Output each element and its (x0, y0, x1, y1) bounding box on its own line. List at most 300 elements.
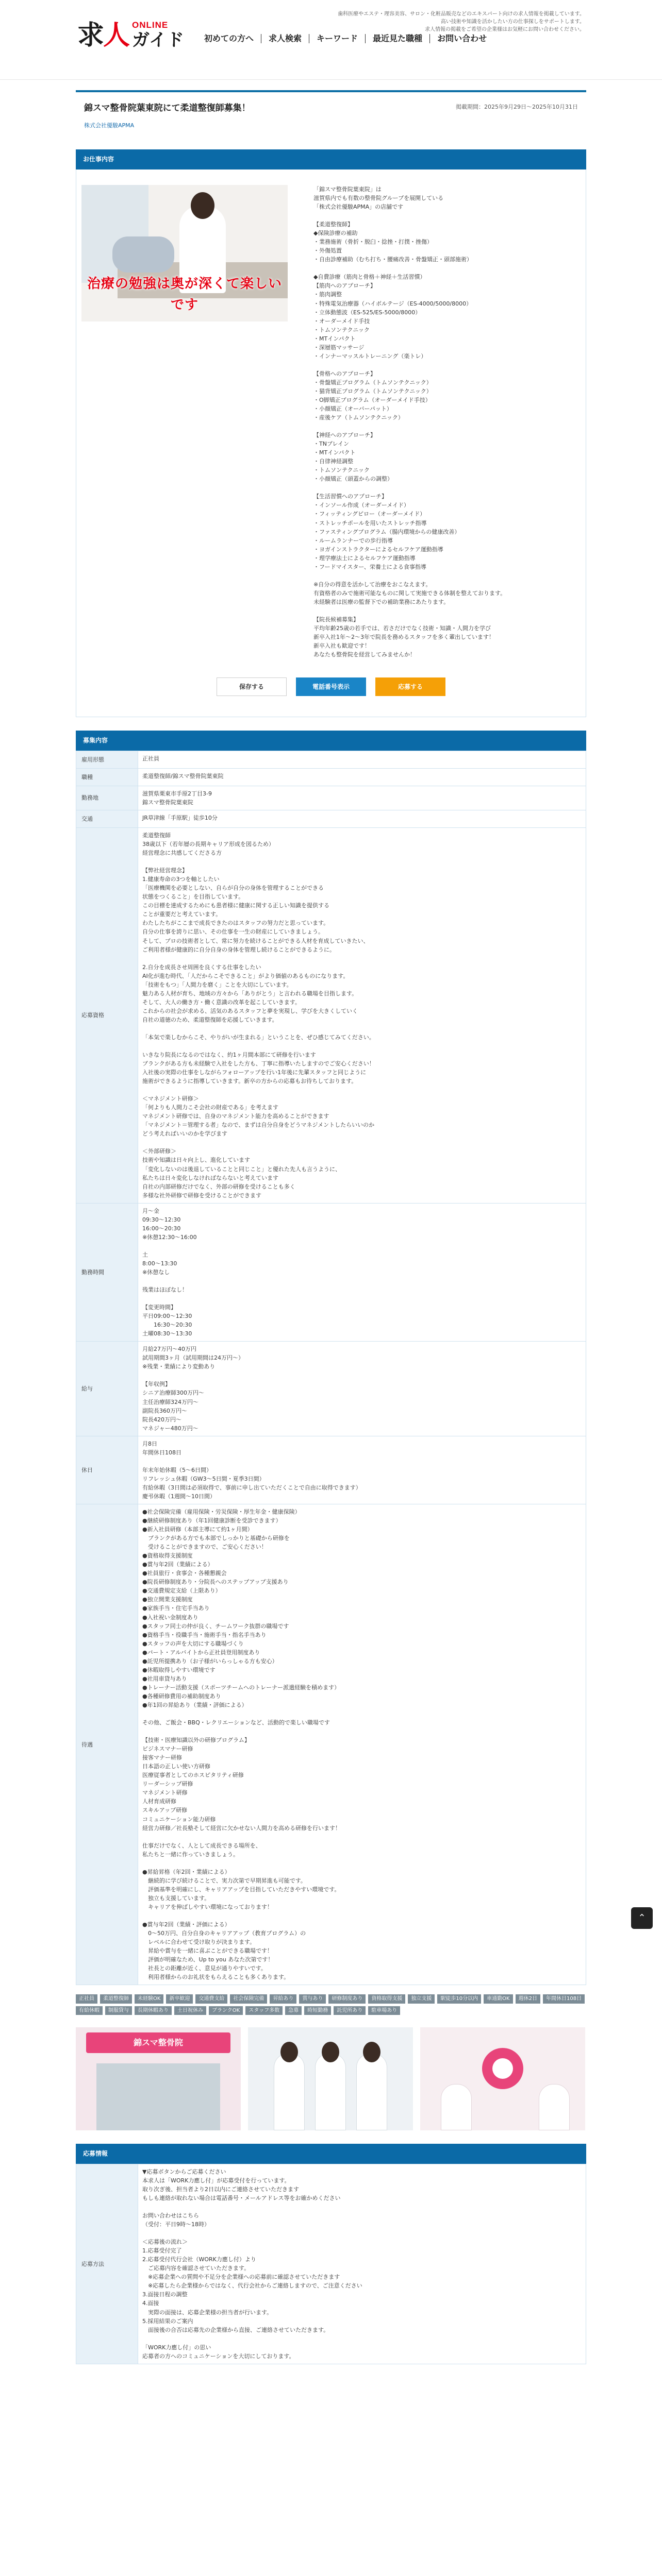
requirement-row (76, 828, 586, 1204)
text-line: 3.面接日程の調整 (142, 2291, 188, 2298)
photo-therapist-head (191, 192, 214, 219)
row-label: 勤務時間 (76, 1203, 138, 1342)
text-line: 施術ができるように指導していきます。新卒の方からの応募もお待ちしております。 (142, 1078, 357, 1085)
text-line: ●家族手当・住宅手当あり (142, 1605, 210, 1612)
text-line: 【院長候補募集】 (313, 616, 359, 623)
text-line (313, 211, 506, 220)
text-line: 実際の面接は、応募企業様の担当者が行います。 (142, 2309, 273, 2316)
job-tag[interactable]: スタッフ多数 (245, 2006, 283, 2015)
text-line: 状態をつくること」を目指しています。 (142, 893, 244, 901)
text-line (142, 1371, 582, 1380)
row-value (138, 768, 586, 786)
text-line: ※応募したら企業様からではなく、代行会社からご連絡しますので、ご注意ください (142, 2282, 362, 2290)
store-entrance (96, 2063, 220, 2130)
text-line: 16:30〜20:30 (142, 1321, 192, 1329)
text-line (142, 1086, 582, 1094)
staff-head (322, 2042, 339, 2062)
header-tagline (238, 10, 585, 33)
requirement-row (76, 1342, 586, 1436)
row-label: 交通 (76, 810, 138, 827)
text-line: ・MTインパクト (313, 449, 356, 456)
text-line: どう考えればいいのかを学びます (142, 1130, 227, 1138)
text-line: 土 (142, 1251, 148, 1258)
text-line: 月〜金 (142, 1207, 159, 1214)
text-line: ブランクがある方でも本部でしっかりと基礎から研修を (142, 1535, 290, 1542)
job-tag[interactable]: 駐車場あり (368, 2006, 400, 2015)
text-line: 私たちは日々変化しなければならないと考えています (142, 1174, 278, 1181)
text-line: ・立体動態波（ES-525/ES-5000/8000） (313, 309, 421, 316)
text-line: スキルアップ研修 (142, 1807, 188, 1814)
text-line: 年末年始休暇（5〜6日間） (142, 1466, 212, 1473)
nav-contact[interactable]: お問い合わせ (429, 34, 494, 43)
text-line (142, 1833, 582, 1841)
job-tag[interactable]: 時短勤務 (304, 2006, 331, 2015)
row-value (138, 828, 586, 1204)
text-line: ・自律神経調整 (313, 458, 353, 465)
row-label: 休日 (76, 1436, 138, 1504)
row-value (138, 751, 586, 768)
gallery-photo-staff (248, 2027, 413, 2130)
text-line (313, 606, 506, 615)
text-line: ・特殊電気治療器（ハイボルテージ（ES-4000/5000/8000） (313, 300, 472, 307)
text-line: シニア治療師300万円〜 (142, 1389, 204, 1397)
save-button[interactable]: 保存する (217, 677, 287, 696)
text-line: 2.応募受付代行会社（WORK力應し付）より (142, 2256, 256, 2263)
text-line: 人材育成研修 (142, 1798, 176, 1805)
text-line: ・ヨガインストラクターによるセルフケア運動指導 (313, 546, 443, 553)
text-line: そして、大人の働き方・働く意識の改革を起こしていきます。 (142, 998, 301, 1006)
logo-kyujin-char-2: 人 (103, 20, 129, 51)
text-line: 平均年齢25歳の若手では、若さだけでなく技術・知識・人間力を学び (313, 625, 491, 632)
text-line (142, 1277, 582, 1285)
logo-kyujin (77, 22, 129, 49)
text-line: ・産後ケア（トムソンテクニック） (313, 414, 404, 421)
text-line: わたしたちがここまで成長できたのはスタッフの努力だと思っています。 (142, 920, 329, 927)
text-line: ・筋肉調整 (313, 291, 342, 298)
text-line: ●スタッフ同士の仲が良く、チームワーク抜群の職場です (142, 1622, 289, 1630)
text-line: 【神経へのアプローチ】 (313, 432, 376, 439)
logo-guide: ガイド (132, 30, 185, 50)
staff-figure (274, 2053, 305, 2130)
text-line: 接客マナー研修 (142, 1754, 182, 1761)
tagline-line: 高い技術や知識を活かしたい方の仕事探しをサポートします。 (440, 19, 585, 25)
text-line (313, 422, 506, 431)
text-line: 09:30〜12:30 (142, 1216, 181, 1223)
text-line (142, 1727, 582, 1736)
text-line: 【生活習慣へのアプローチ】 (313, 493, 387, 500)
row-label: 待遇 (76, 1504, 138, 1985)
requirements-section (76, 731, 586, 1985)
text-line: 錦スマ整骨院葉東院 (142, 799, 193, 806)
row-value (138, 1342, 586, 1436)
text-line (142, 2229, 582, 2238)
feature-block (76, 170, 586, 664)
text-line: ※応募企業への質問や不足分を企業様への応募前に確認させていただきます (142, 2274, 340, 2281)
text-line: 昇給や賞与を一緒に喜ぶことができる職場です！ (142, 1947, 273, 1955)
text-line: 面接後の合否は応募先の企業様から直接、ご連絡させていただきます。 (142, 2326, 329, 2333)
text-line: 年間休日108日 (142, 1449, 181, 1456)
text-line: 1.応募受付完了 (142, 2247, 182, 2255)
text-line: 有給休暇（3日間は必須取得で、事前に申し出ていただくことで自由に取得できます） (142, 1484, 361, 1491)
text-line: ●パート・アルバイトから正社員登用制度あり (142, 1649, 260, 1656)
text-line: 4.面接 (142, 2300, 159, 2307)
text-line (142, 1709, 582, 1718)
photo-gallery (76, 2027, 586, 2130)
tag-list (76, 1994, 586, 2015)
text-line: ●スタッフの声を大切にする職場づくり (142, 1640, 244, 1647)
text-line (313, 264, 506, 273)
text-line: 受けることができますので、ご安心ください！ (142, 1544, 267, 1551)
site-logo[interactable] (77, 21, 184, 49)
text-line: 【変更時間】 (142, 1304, 176, 1311)
text-line (142, 2334, 582, 2343)
section-heading: 募集内容 (76, 731, 586, 751)
text-line: ●社会保険完備（雇用保険・労災保険・厚生年金・健康保険） (142, 1508, 301, 1515)
text-line: ●昇給昇格（年2回・業績による） (142, 1868, 230, 1875)
job-tag[interactable]: 未経験OK (135, 1994, 163, 2004)
text-line: あなたも整骨院を経営してみませんか！ (313, 651, 416, 658)
store-sign: 錦スマ整骨院 (86, 2032, 230, 2053)
text-line: 経営力研修／社長塾そして経営に欠かせない人間力を高める研修を行います！ (142, 1824, 341, 1832)
nav-job-search[interactable]: 求人検索 (261, 34, 309, 43)
text-line: 柔道整復師/錦スマ整骨院葉東院 (142, 772, 224, 779)
row-label: 雇用形態 (76, 751, 138, 768)
text-line: 「技術をもつ」「人間力を磨く」ことを大切にしています。 (142, 981, 292, 988)
text-line: 本求人は「WORK力應し付」が応募受付を行っています。 (142, 2177, 290, 2184)
job-tag[interactable]: 有給休暇 (76, 2006, 103, 2015)
apply-button[interactable]: 応募する (375, 677, 445, 696)
text-line: 副院長360万円〜 (142, 1407, 187, 1414)
text-line: 滋賀県内でも有数の整骨院グループを展開している (313, 195, 444, 202)
job-description-section (76, 149, 586, 717)
text-line: リーダーシップ研修 (142, 1781, 193, 1788)
text-line: 「変化しないのは後退していることと同じこと」と優れた先人も言うように、 (142, 1165, 341, 1173)
text-line: これからの社会が求める、活気のあるスタッフと夢を実現し、学びを大きくしていく (142, 1007, 358, 1014)
text-line: 応募者の方へのコミュニケーションを大切にしております。 (142, 2352, 295, 2360)
text-line: この目標を達成するためにも患者様に健康に関する正しい知識を提供する (142, 902, 329, 909)
staff-head (280, 2042, 298, 2062)
text-line: 「WORK力應し付」の思い (142, 2344, 211, 2351)
text-line: 医療従事者としてのホスピタリティ研修 (142, 1772, 244, 1779)
text-line: ・小顔矯正（頭蓋からの調整） (313, 476, 393, 483)
text-line: ◆保険診療の補助 (313, 230, 358, 237)
text-line: 多様な社外研修で研修を受けることができます (142, 1192, 261, 1199)
job-tag[interactable]: 研修制度あり (328, 1994, 366, 2004)
text-line: 5.採用結果のご案内 (142, 2317, 193, 2325)
text-line: マネジャー480万円〜 (142, 1425, 198, 1432)
text-line (142, 1859, 582, 1868)
text-line: ・小顔矯正（オーバーパット） (313, 405, 392, 413)
text-line: 38歳以下（若年層の長期キャリア形成を図るため） (142, 841, 274, 848)
text-line: 月給27万円〜40万円 (142, 1346, 196, 1353)
text-line: 主任治療師324万円〜 (142, 1398, 198, 1405)
job-tag[interactable]: 柔道整復師 (100, 1994, 132, 2004)
requirement-row (76, 1504, 586, 1985)
text-line (142, 1457, 582, 1466)
logo-kyujin-char-1: 求 (77, 20, 104, 51)
listing-period: 掲載期間：2025年9月29日〜2025年10月31日 (456, 104, 578, 110)
text-line (313, 361, 506, 369)
photo-caption: 治療の勉強は奥が深くて楽しいです (87, 276, 282, 313)
text-line: ●トレーナー活動支援（スポーツチームへのトレーナー派遣経験を積めます） (142, 1684, 340, 1691)
logo-online: ONLINE (132, 20, 169, 30)
job-tag[interactable]: 駅徒歩10分以内 (437, 1994, 481, 2004)
text-line: そして、プロの技術者として、常に努力を続けることができる人材を育成していきたい、 (142, 937, 369, 944)
text-line: 私たちと一緒に作っていきましょう。 (142, 1851, 239, 1858)
row-value (138, 2164, 586, 2364)
text-line: 仕事だけでなく、人として成長できる場所を、 (142, 1842, 261, 1849)
text-line: ●資格手当・役職手当・施術手当・指名手当あり (142, 1631, 267, 1638)
text-line: 利用者様からのお礼状をもらえることも多くあります。 (142, 1974, 290, 1981)
text-line: コミュニケーション能力研修 (142, 1816, 216, 1823)
job-tag[interactable]: 社会保険完備 (230, 1994, 267, 2004)
text-line: 未経験者は医療の監督下での補助業務にあたります。 (313, 598, 450, 605)
company-link[interactable]: 株式会社優駿APMA (84, 122, 135, 129)
text-line: JR草津線「手原駅」徒歩10分 (142, 814, 218, 821)
text-line: 「錦スマ整骨院葉東院」は (313, 185, 382, 193)
text-line: ●社用車貸与あり (142, 1675, 187, 1682)
row-value (138, 810, 586, 827)
text-line: その他、ご飯会・BBQ・レクリエーションなど、活動的で楽しい職場です (142, 1719, 330, 1726)
text-line: ●休暇取得しやすい環境です (142, 1666, 216, 1673)
staff-figure (441, 2084, 472, 2130)
text-line: ＜外部研修＞ (142, 1148, 176, 1155)
text-line: 平日09:00〜12:30 (142, 1313, 192, 1320)
text-line (142, 1294, 582, 1303)
job-tag[interactable]: 長期休暇あり (135, 2006, 172, 2015)
job-tag[interactable]: 昇給あり (270, 1994, 296, 2004)
text-line: ・ルームランナーでの歩行指導 (313, 537, 393, 544)
text-line: ・フィッティングピロー（オーダーメイド） (313, 511, 426, 518)
text-line: 自分の仕事を誇りに思い、その仕事を一生の財産にしていきましょう。 (142, 928, 324, 936)
text-line (142, 954, 582, 963)
text-line (142, 857, 582, 866)
job-tag[interactable]: 急募 (285, 2006, 302, 2015)
text-line: ・深層筋マッサージ (313, 344, 365, 351)
text-line: ＜応募後の流れ＞ (142, 2239, 188, 2246)
job-tag[interactable]: 制服貸与 (105, 2006, 132, 2015)
text-line: レベルに合わせて受け取りが決まります。 (142, 1939, 256, 1946)
job-header (76, 90, 586, 136)
text-line: 16:00〜20:30 (142, 1225, 181, 1232)
text-line: ※休憩なし (142, 1268, 170, 1276)
text-line: 自社の道徳のため、柔道整復師を応援していきます。 (142, 1016, 278, 1023)
logo-side (132, 21, 184, 49)
text-line: ・業務施術（骨折・脱臼・捻挫・打撲・挫傷） (313, 239, 433, 246)
text-line: マネジメント研修では、自身のマネジメント能力を高めることができます (142, 1113, 329, 1120)
text-line (313, 571, 506, 580)
text-line: 【年収例】 (142, 1381, 171, 1388)
text-line: ・猫背矯正プログラム（トムソンテクニック） (313, 387, 432, 395)
text-line: お問い合わせはこちら (142, 2212, 199, 2219)
nav-recently-viewed[interactable]: 最近見た職種 (365, 34, 429, 43)
text-line: 新卒入社1年〜2〜3年で院長を務めるスタッフを多く輩出しています！ (313, 634, 494, 641)
text-line: ●賞与年2回（業績による） (142, 1561, 213, 1568)
row-label: 応募方法 (76, 2164, 138, 2364)
text-line: 「本気で楽しむからこそ、やりがいが生まれる」ということを、ぜひ感じてみてください。 (142, 1033, 375, 1041)
text-line (142, 1138, 582, 1147)
text-line: ●新入社員研修（本部主導にて約1ヶ月間） (142, 1526, 253, 1533)
text-line: 柔道整復師 (142, 832, 171, 839)
apply-info-section (76, 2144, 586, 2364)
job-title: 錦スマ整骨院葉東院にて柔道整復師募集！ (84, 103, 251, 113)
row-label: 応募資格 (76, 828, 138, 1204)
text-line: ●継続研修制度あり（年1回健康診断を受診できます） (142, 1517, 282, 1524)
show-phone-button[interactable]: 電話番号表示 (296, 677, 366, 696)
job-tag[interactable]: 車通勤OK (484, 1994, 512, 2004)
staff-head (363, 2042, 380, 2062)
text-line: 経営理念に共感してくださる方 (142, 850, 222, 857)
text-line: 【柔道整復師】 (313, 221, 353, 228)
requirement-row (76, 751, 586, 768)
text-line: ・外傷処置 (313, 247, 342, 255)
text-line (142, 1242, 582, 1250)
text-line: 有資格者のみで施術可能なものに関して実施できる体制を整えております。 (313, 589, 506, 597)
text-line: ・トムソンテクニック (313, 326, 370, 333)
requirement-row (76, 1203, 586, 1342)
job-tag[interactable]: 交通費支給 (195, 1994, 227, 2004)
text-line: ・インナーマッスルトレーニング（楽トレ） (313, 352, 427, 360)
text-line: 慶弔休暇（1週間〜10日間） (142, 1493, 216, 1500)
text-line: （受付：平日9時〜18時） (142, 2221, 210, 2228)
site-header (0, 0, 662, 80)
job-tag[interactable]: 資格取得支援 (368, 1994, 405, 2004)
job-tag[interactable]: 正社員 (76, 1994, 97, 2004)
text-line: ・フードマイスター、栄養士による食事指導 (313, 563, 426, 570)
text-line: ●託児所提携あり（お子様がいらっしゃる方も安心） (142, 1657, 278, 1665)
text-line: 残業はほぼなし！ (142, 1286, 188, 1294)
text-line: 8:00〜13:30 (142, 1260, 177, 1267)
clinic-logo-inner (492, 2058, 513, 2079)
requirement-row (76, 1436, 586, 1504)
job-tag[interactable]: 賞与あり (299, 1994, 326, 2004)
text-line: 評価が明確なため、Up to you あなた次第です！ (142, 1956, 274, 1963)
text-line: ▼応募ボタンからご応募ください (142, 2168, 226, 2175)
text-line (142, 1042, 582, 1050)
text-line: マネジメント研修 (142, 1789, 188, 1797)
text-line: ※休憩12:30〜16:00 (142, 1233, 197, 1241)
text-line (142, 1911, 582, 1920)
feature-description (288, 185, 506, 659)
text-line: ※残業・業績により変動あり (142, 1363, 216, 1370)
text-line: 正社員 (142, 755, 159, 762)
requirements-table (76, 751, 586, 1985)
main-content (76, 90, 586, 2364)
text-line (142, 1024, 582, 1033)
text-line (313, 483, 506, 492)
text-line: 2.自分を成長させ周囲を良くする仕事をしたい (142, 963, 261, 971)
job-tag[interactable]: 託児所あり (334, 2006, 366, 2015)
job-tag[interactable]: 年間休日108日 (543, 1994, 585, 2004)
text-line: 試用期間3ヶ月（試用期間は24万円〜） (142, 1354, 244, 1362)
row-value (138, 1436, 586, 1504)
requirement-row (76, 768, 586, 786)
text-line: ●年1回の昇給あり（業績・評価による） (142, 1702, 247, 1708)
text-line (142, 2202, 582, 2211)
text-line: 院長420万円〜 (142, 1416, 181, 1423)
text-line: ・ファスティングプログラム（腸内環境からの健康改善） (313, 528, 460, 535)
text-line: ◆自費診療（筋肉と骨格＋神経＋生活習慣） (313, 274, 426, 281)
text-line: ご応募内容を確認させていただきます。 (142, 2265, 250, 2272)
apply-method-row (76, 2164, 586, 2364)
text-line: ビジネスマナー研修 (142, 1745, 193, 1753)
text-line: 社長との距離が近く、意見が通りやすいです。 (142, 1965, 267, 1972)
text-line: ●資格取得支援制度 (142, 1552, 193, 1560)
text-line: ●入社祝い金制度あり (142, 1614, 198, 1621)
text-line: 継続的に学び続けることで、実力次第で早期昇進も可能です。 (142, 1877, 306, 1884)
chevron-up-icon: ⌃ (638, 1912, 646, 1924)
text-line: 【骨格へのアプローチ】 (313, 370, 376, 377)
section-heading: お仕事内容 (76, 149, 586, 170)
job-tag[interactable]: 土日祝休み (174, 2006, 206, 2015)
text-line: いきなり院長になるのではなく、約1ヶ月間本部にて研修を行います (142, 1052, 316, 1058)
text-line: ●賞与年2回（業績・評価による） (142, 1921, 230, 1928)
text-line: 新卒入社も歓迎です！ (313, 642, 370, 650)
requirement-row (76, 810, 586, 827)
row-label: 勤務地 (76, 786, 138, 810)
text-line: 【技術・医療知識以外の研修プログラム】 (142, 1737, 250, 1744)
text-line: ＜マネジメント研修＞ (142, 1095, 199, 1103)
job-tag[interactable]: ブランクOK (209, 2006, 243, 2015)
text-line: キャリアを伸ばしやすい環境になっております！ (142, 1903, 273, 1910)
photo-patient (112, 236, 174, 273)
text-line: 土曜08:30〜13:30 (142, 1330, 192, 1337)
text-line: 滋賀県栗東市手原2丁目3-9 (142, 790, 212, 797)
row-value (138, 1203, 586, 1342)
job-description-body (76, 170, 586, 717)
gallery-photo-reception (420, 2027, 585, 2130)
row-value (138, 1504, 586, 1985)
nav-first-time[interactable]: 初めての方へ (204, 33, 254, 43)
text-line: ・理学療法士によるセルフケア運動指導 (313, 554, 416, 562)
scroll-to-top-button[interactable] (631, 1907, 653, 1929)
job-tag[interactable]: 独立支援 (408, 1994, 435, 2004)
text-line: 1.健康寿命の3つを軸としたい (142, 876, 220, 883)
row-label: 給与 (76, 1342, 138, 1436)
tagline-line: 歯科医療やエステ・理容美容、サロン・化粧品販売などのエキスパート向けの求人情報を掲載しています。 (338, 11, 585, 17)
text-line: ・トムソンテクニック (313, 467, 370, 474)
text-line: リフレッシュ休暇（GW3〜5日間・夏季3日間） (142, 1475, 265, 1482)
text-line: 入社後の実際の仕事をしながらフォローアップを行い1年後に先輩スタッフと同じように (142, 1069, 367, 1076)
text-line: 「医療機関を必要としない、自らが自分の身体を管理することができる (142, 885, 324, 892)
text-line: 日本語の正しい使い方研修 (142, 1763, 210, 1770)
job-tag[interactable]: 週休2日 (516, 1994, 540, 2004)
action-bar (76, 664, 586, 717)
text-line: 技術や知識は日々向上し、進化しています (142, 1157, 250, 1164)
requirement-row (76, 786, 586, 810)
text-line: ・オーダーメイド手技 (313, 317, 370, 325)
row-label: 職種 (76, 768, 138, 786)
text-line: AI化が進む時代、「人だからこそできること」がより価値のあるものになります。 (142, 972, 349, 979)
text-line: ●交通費規定支給（上限あり） (142, 1587, 221, 1595)
nav-keyword[interactable]: キーワード (309, 34, 365, 43)
text-line: もしも連絡が取れない場合は電話番号・メールアドレス等をお確かめください (142, 2195, 341, 2201)
text-line: ・ストレッチポールを用いたストレッチ指導 (313, 519, 427, 527)
text-line: ※自分の得意を活かして治療をおこなえます。 (313, 581, 432, 588)
job-tag[interactable]: 新卒歓迎 (166, 1994, 193, 2004)
text-line: 独立も支援しています。 (142, 1894, 210, 1902)
text-line: ことが重要だと考えています。 (142, 911, 222, 918)
text-line: 魅力ある人材が育ち、地域の方々から「ありがとう」と言われる職場を目指します。 (142, 990, 358, 997)
tagline-line: 求人情報の掲載をご希望の企業様はお気軽にお問い合わせください。 (425, 27, 585, 32)
apply-info-table (76, 2164, 586, 2364)
feature-photo (81, 185, 288, 321)
text-line: 0〜50万円、自分自身のキャリアアップ（教育プログラム）の (142, 1929, 306, 1937)
text-line: ・TNブレイン (313, 440, 349, 448)
staff-figure (539, 2084, 570, 2130)
text-line: ●各種研修費用の補助制度あり (142, 1692, 221, 1700)
text-line: ・インソール作成（オーダーメイド） (313, 502, 410, 509)
